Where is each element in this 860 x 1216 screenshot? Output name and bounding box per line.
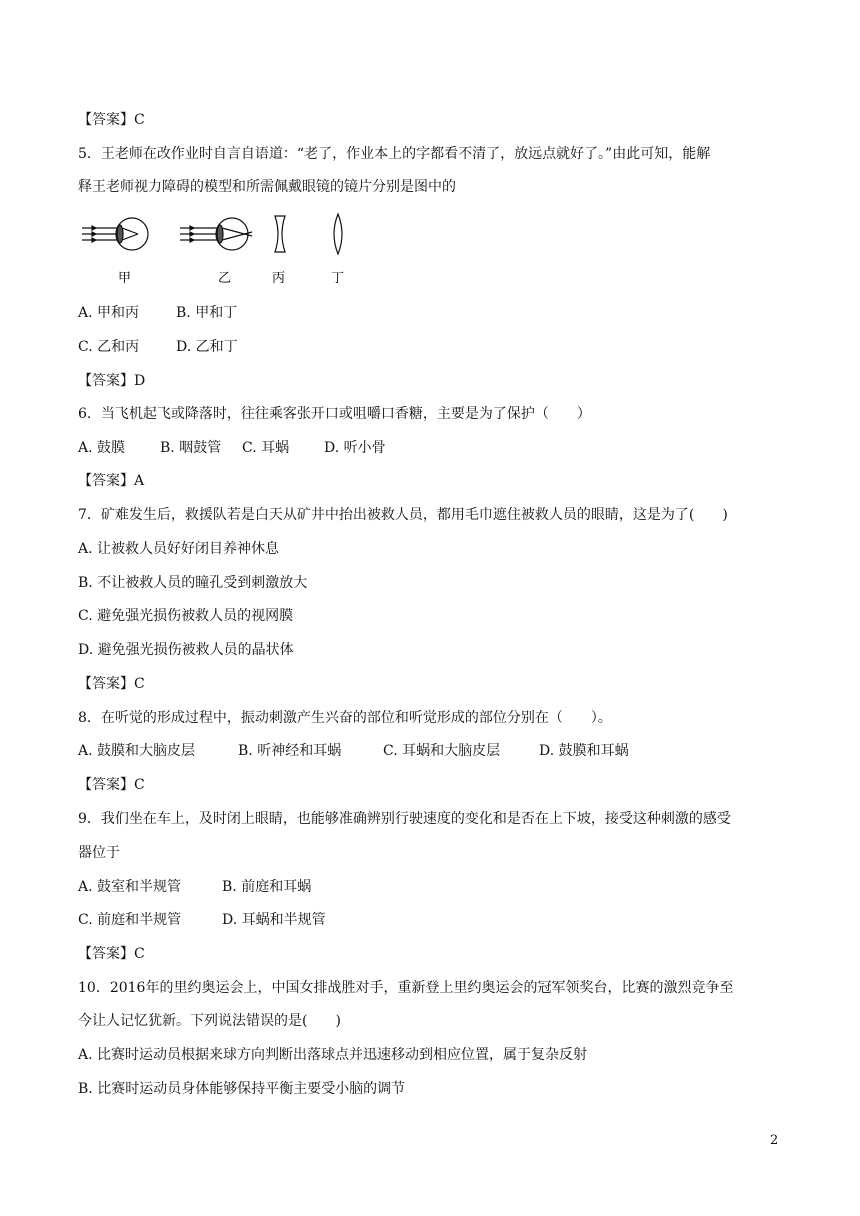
eye-lens-figure <box>80 210 360 290</box>
q8-option-c: C. 耳蜗和大脑皮层 <box>383 743 501 759</box>
q7-option-b: B. 不让被救人员的瞳孔受到刺激放大 <box>78 575 308 591</box>
q8-text: 8．在听觉的形成过程中，振动刺激产生兴奋的部位和听觉形成的部位分别在（ ）。 <box>78 710 612 726</box>
q6-option-c: C. 耳蜗 <box>242 440 290 456</box>
q9-option-a: A. 鼓室和半规管 <box>78 879 182 895</box>
q8-options <box>78 742 629 760</box>
answer-prev: 【答案】C <box>78 112 145 128</box>
q6-options <box>78 439 386 457</box>
q8-answer: 【答案】C <box>78 777 145 793</box>
page-number: 2 <box>770 1133 779 1148</box>
q6-option-b: B. 咽鼓管 <box>160 440 222 456</box>
q9-option-b: B. 前庭和耳蜗 <box>222 879 312 895</box>
q6-option-a: A. 鼓膜 <box>78 440 126 456</box>
q7-option-c: C. 避免强光损伤被救人员的视网膜 <box>78 608 294 624</box>
q9-option-d: D. 耳蜗和半规管 <box>222 912 326 928</box>
q7-option-d: D. 避免强光损伤被救人员的晶状体 <box>78 642 294 658</box>
concave-lens <box>275 216 285 252</box>
q9-options-row1 <box>78 878 311 896</box>
q6-answer: 【答案】A <box>78 473 145 489</box>
label-jia: 甲 <box>118 271 132 286</box>
q9-answer: 【答案】C <box>78 946 145 962</box>
q5-answer: 【答案】D <box>78 373 146 389</box>
label-bing: 丙 <box>272 271 286 286</box>
q9-options-row2 <box>78 911 326 929</box>
q6-text: 6．当飞机起飞或降落时，往往乘客张开口或咀嚼口香糖，主要是为了保护（ ） <box>78 406 591 422</box>
label-ding: 丁 <box>331 271 345 286</box>
q5-option-a: A. 甲和丙 <box>78 305 140 321</box>
q8-option-a: A. 鼓膜和大脑皮层 <box>78 743 196 759</box>
q10-text-line1: 10．2016年的里约奥运会上，中国女排战胜对手，重新登上里约奥运会的冠军领奖台，比赛的激烈竞争至 <box>78 980 734 996</box>
eye-model-yi <box>180 218 252 250</box>
q9-text-line2: 器位于 <box>78 845 120 861</box>
q8-option-b: B. 听神经和耳蜗 <box>238 743 342 759</box>
q9-option-c: C. 前庭和半规管 <box>78 912 182 928</box>
eye-model-jia <box>82 218 148 250</box>
q7-option-a: A. 让被救人员好好闭目养神休息 <box>78 541 280 557</box>
q5-option-b: B. 甲和丁 <box>176 305 238 321</box>
q7-answer: 【答案】C <box>78 676 145 692</box>
q7-text: 7．矿难发生后，救援队若是白天从矿井中抬出被救人员，都用毛巾遮住被救人员的眼睛，这是为了( ) <box>78 507 728 523</box>
q5-text-line2: 释王老师视力障碍的模型和所需佩戴眼镜的镜片分别是图中的 <box>78 179 456 195</box>
q10-option-b: B. 比赛时运动员身体能够保持平衡主要受小脑的调节 <box>78 1081 406 1097</box>
q5-text-line1: 5．王老师在改作业时自言自语道：“老了，作业本上的字都看不清了，放远点就好了。”由此可知，能解 <box>78 146 711 162</box>
q10-text-line2: 今让人记忆犹新。下列说法错误的是( ) <box>78 1013 341 1029</box>
q6-option-d: D. 听小骨 <box>324 440 386 456</box>
label-yi: 乙 <box>218 271 232 286</box>
convex-lens <box>334 214 342 254</box>
q8-option-d: D. 鼓膜和耳蜗 <box>539 743 629 759</box>
q5-options-row2 <box>78 338 238 356</box>
eye-lens-diagram <box>80 210 360 290</box>
q5-option-c: C. 乙和丙 <box>78 339 140 355</box>
q9-text-line1: 9．我们坐在车上，及时闭上眼睛，也能够准确辨别行驶速度的变化和是否在上下坡，接受这种刺激的感受 <box>78 811 731 827</box>
q5-options-row1 <box>78 304 237 322</box>
q5-option-d: D. 乙和丁 <box>176 339 238 355</box>
q10-option-a: A. 比赛时运动员根据来球方向判断出落球点并迅速移动到相应位置，属于复杂反射 <box>78 1047 588 1063</box>
